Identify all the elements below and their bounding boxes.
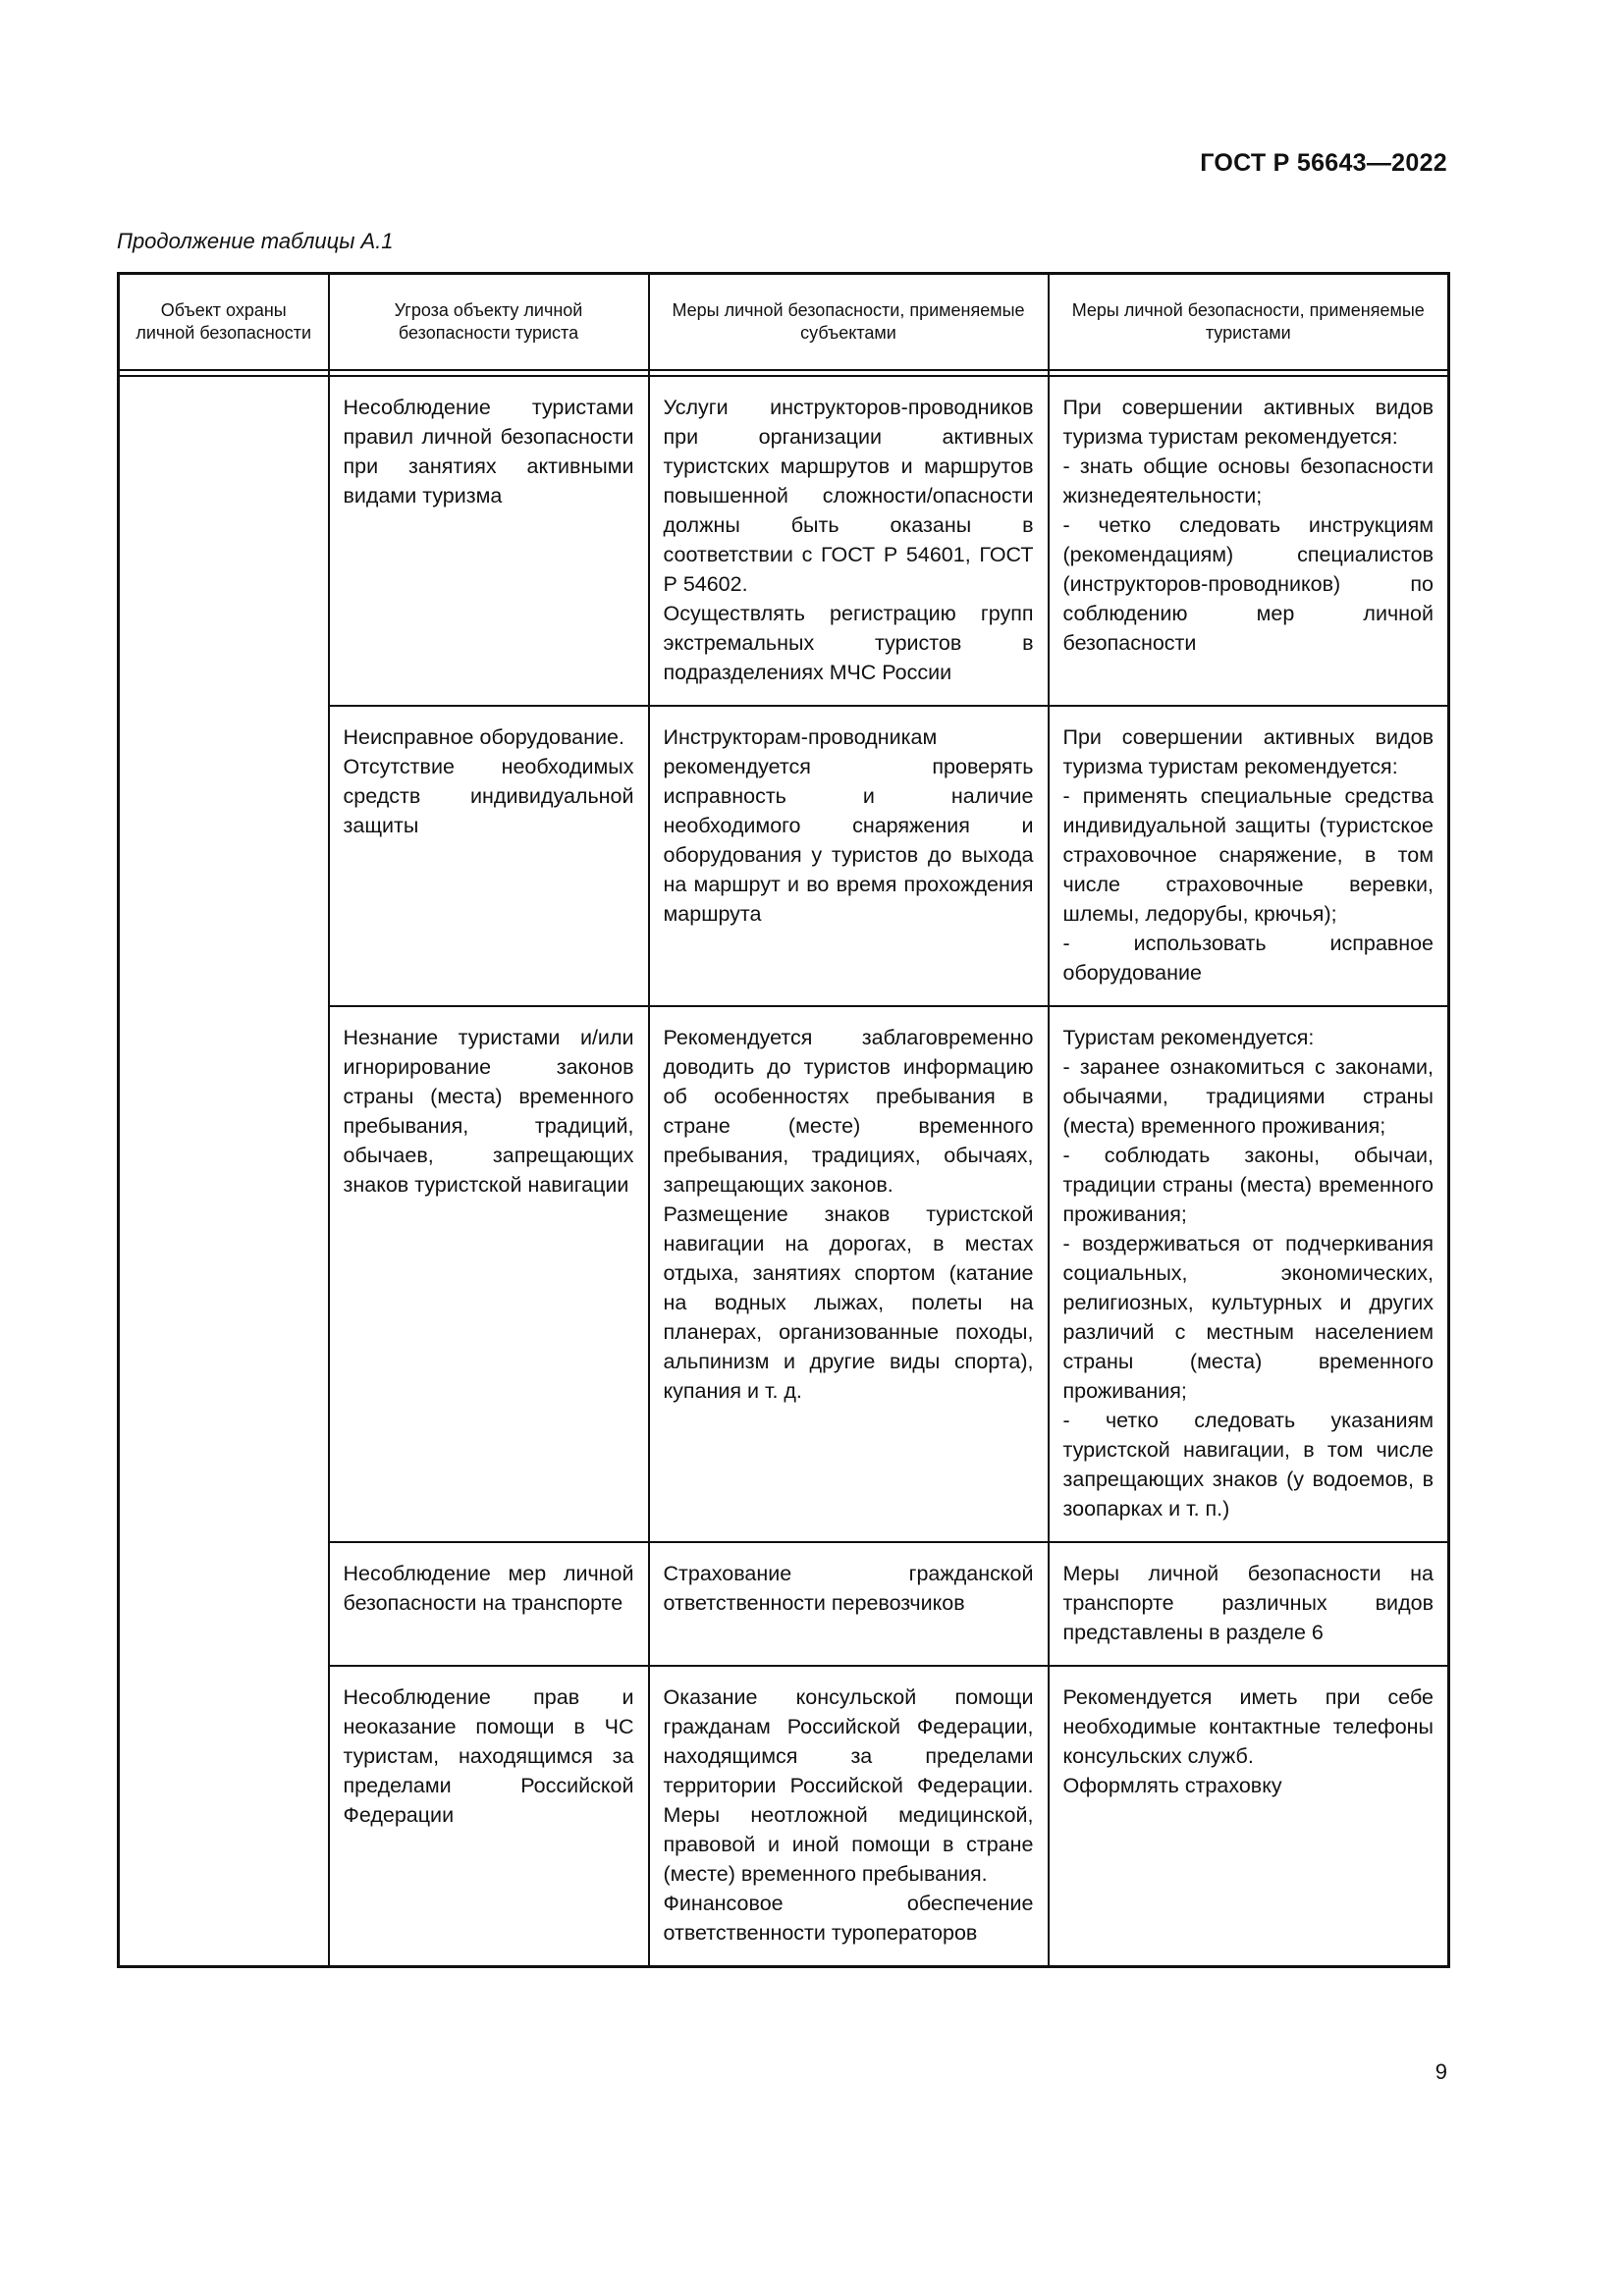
subject-measures-cell bbox=[649, 706, 1049, 1006]
table-body bbox=[119, 376, 1449, 1967]
header-object: Объект охраны личной безопасности bbox=[119, 274, 329, 371]
cell-line: - знать общие основы безопасности жизнедеятельности; bbox=[1062, 454, 1434, 507]
cell-line: При совершении активных видов туризма туристам рекомендуется: bbox=[1062, 396, 1434, 449]
document-code: ГОСТ Р 56643—2022 bbox=[1200, 149, 1447, 177]
tourist-measures-cell bbox=[1049, 376, 1449, 706]
threat-cell bbox=[329, 706, 649, 1006]
cell-line: - соблюдать законы, обычаи, традиции страны (места) временного проживания; bbox=[1062, 1144, 1434, 1226]
cell-line: Несоблюдение прав и неоказание помощи в ЧС туристам, находящимся за пределами Российской Федерации bbox=[343, 1685, 634, 1827]
page-number: 9 bbox=[1435, 2059, 1447, 2084]
cell-line: Отсутствие необходимых средств индивидуальной защиты bbox=[343, 755, 634, 837]
threat-cell bbox=[329, 1666, 649, 1967]
table-header bbox=[119, 274, 1449, 377]
table-caption: Продолжение таблицы А.1 bbox=[117, 229, 394, 253]
cell-line: - четко следовать инструкциям (рекомендациям) специалистов (инструкторов-проводников) по соблюдению мер личной безопасности bbox=[1062, 513, 1434, 655]
header-threat: Угроза объекту личной безопасности туриста bbox=[329, 274, 649, 371]
tourist-measures-cell bbox=[1049, 1542, 1449, 1666]
cell-line: Страхование гражданской ответственности перевозчиков bbox=[663, 1562, 1034, 1615]
subject-measures-cell bbox=[649, 1006, 1049, 1542]
cell-line: - четко следовать указаниям туристской навигации, в том числе запрещающих знаков (у водоемов, в зоопарках и т. п.) bbox=[1062, 1409, 1434, 1521]
cell-line: Неисправное оборудование. bbox=[343, 725, 624, 749]
cell-line: Услуги инструкторов-проводников при организации активных туристских маршрутов и маршрутов повышенной сложности/опасности должны быть оказаны в соответствии с ГОСТ Р 54601, ГОСТ Р 54602. bbox=[663, 396, 1034, 596]
threat-cell bbox=[329, 376, 649, 706]
cell-line: Размещение знаков туристской навигации на дорогах, в местах отдыха, занятиях спортом (катание на водных лыжах, полеты на планерах, организованные походы, альпинизм и другие виды спорта), купания и т. д. bbox=[663, 1202, 1034, 1403]
measures-table bbox=[117, 272, 1450, 1968]
cell-line: Незнание туристами и/или игнорирование законов страны (места) временного пребывания, традиций, обычаев, запрещающих знаков туристской навигации bbox=[343, 1026, 634, 1197]
cell-line: - заранее ознакомиться с законами, обычаями, традициями страны (места) временного проживания; bbox=[1062, 1055, 1434, 1138]
cell-line: Несоблюдение мер личной безопасности на транспорте bbox=[343, 1562, 634, 1615]
cell-line: Оформлять страховку bbox=[1062, 1774, 1282, 1797]
tourist-measures-cell bbox=[1049, 706, 1449, 1006]
cell-line: Финансовое обеспечение ответственности туроператоров bbox=[663, 1892, 1034, 1945]
subject-measures-cell bbox=[649, 1666, 1049, 1967]
cell-line: - воздерживаться от подчеркивания социальных, экономических, религиозных, культурных и других различий с местным населением страны (места) временного проживания; bbox=[1062, 1232, 1434, 1403]
object-cell bbox=[119, 376, 329, 1967]
cell-line: Несоблюдение туристами правил личной безопасности при занятиях активными видами туризма bbox=[343, 396, 634, 507]
cell-line: Осуществлять регистрацию групп экстремальных туристов в подразделениях МЧС России bbox=[663, 602, 1034, 684]
subject-measures-cell bbox=[649, 1542, 1049, 1666]
header-subject-measures: Меры личной безопасности, применяемые субъектами bbox=[649, 274, 1049, 371]
cell-line: Рекомендуется заблаговременно доводить до туристов информацию об особенностях пребывания в стране (месте) временного пребывания, традициях, обычаях, запрещающих законов. bbox=[663, 1026, 1034, 1197]
threat-cell bbox=[329, 1542, 649, 1666]
cell-line: Рекомендуется иметь при себе необходимые контактные телефоны консульских служб. bbox=[1062, 1685, 1434, 1768]
header-tourist-measures: Меры личной безопасности, применяемые туристами bbox=[1049, 274, 1449, 371]
cell-line: Туристам рекомендуется: bbox=[1062, 1026, 1315, 1049]
cell-line: При совершении активных видов туризма туристам рекомендуется: bbox=[1062, 725, 1434, 778]
subject-measures-cell bbox=[649, 376, 1049, 706]
cell-line: - применять специальные средства индивидуальной защиты (туристское страховочное снаряжение, в том числе страховочные веревки, шлемы, ледорубы, крючья); bbox=[1062, 784, 1434, 926]
table-row bbox=[119, 376, 1449, 706]
cell-line: Меры личной безопасности на транспорте различных видов представлены в разделе 6 bbox=[1062, 1562, 1434, 1644]
cell-line: Инструкторам-проводникам рекомендуется проверять исправность и наличие необходимого снаряжения и оборудования у туристов до выхода на маршрут и во время прохождения маршрута bbox=[663, 725, 1034, 926]
tourist-measures-cell bbox=[1049, 1006, 1449, 1542]
threat-cell bbox=[329, 1006, 649, 1542]
cell-line: - использовать исправное оборудование bbox=[1062, 932, 1434, 985]
cell-line: Оказание консульской помощи гражданам Российской Федерации, находящимся за пределами территории Российской Федерации. Меры неотложной медицинской, правовой и иной помощи в стране (месте) временного пребывания. bbox=[663, 1685, 1034, 1886]
tourist-measures-cell bbox=[1049, 1666, 1449, 1967]
